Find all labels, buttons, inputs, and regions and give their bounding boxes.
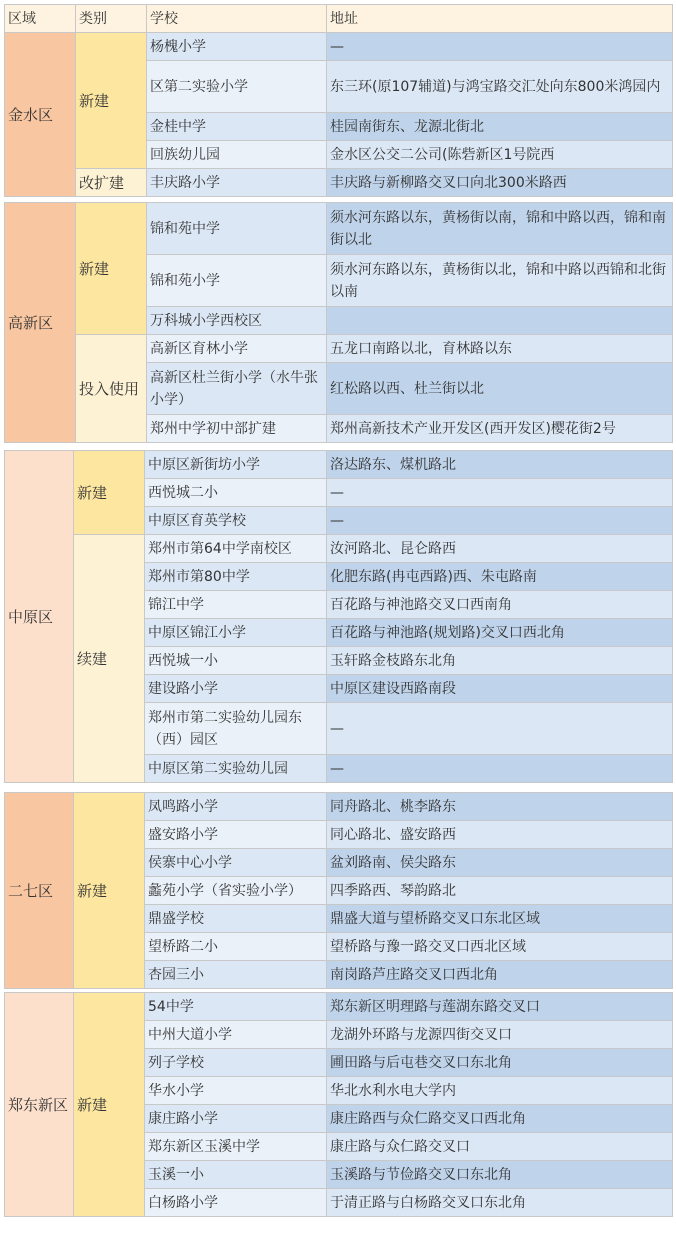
school-cell: 列子学校 [145, 1049, 327, 1077]
address-cell: — [327, 507, 673, 535]
table-jinshui [4, 4, 673, 197]
school-cell: 郑州市第64中学南校区 [145, 535, 327, 563]
address-cell: 百花路与神池路交叉口西南角 [327, 591, 673, 619]
address-cell: 丰庆路与新柳路交叉口向北300米路西 [327, 169, 673, 197]
address-cell: — [327, 755, 673, 783]
region-cell: 郑东新区 [5, 993, 74, 1217]
school-cell: 凤鸣路小学 [145, 793, 327, 821]
school-cell: 望桥路二小 [145, 933, 327, 961]
table-gaoxin [4, 202, 673, 443]
address-cell: 须水河东路以东，黄杨街以北，锦和中路以西锦和北街以南 [327, 255, 673, 307]
school-cell: 高新区杜兰街小学（水牛张小学） [147, 363, 327, 415]
school-cell: 锦和苑小学 [147, 255, 327, 307]
school-cell: 中原区第二实验幼儿园 [145, 755, 327, 783]
school-cell: 回族幼儿园 [147, 141, 327, 169]
school-cell: 玉溪一小 [145, 1161, 327, 1189]
school-cell: 中原区新街坊小学 [145, 451, 327, 479]
school-cell: 金桂中学 [147, 113, 327, 141]
table-zhongyuan [4, 450, 673, 783]
school-cell: 西悦城一小 [145, 647, 327, 675]
address-cell: 金水区公交二公司(陈砦新区1号院西 [327, 141, 673, 169]
school-cell: 康庄路小学 [145, 1105, 327, 1133]
address-cell: 桂园南街东、龙源北街北 [327, 113, 673, 141]
category-cell: 投入使用 [76, 335, 147, 443]
table-row [5, 451, 673, 479]
address-cell: 汝河路北、昆仑路西 [327, 535, 673, 563]
header-school: 学校 [147, 5, 327, 33]
address-cell: 玉轩路金枝路东北角 [327, 647, 673, 675]
header-region: 区域 [5, 5, 76, 33]
address-cell: 须水河东路以东，黄杨街以南，锦和中路以西，锦和南街以北 [327, 203, 673, 255]
school-cell: 杨槐小学 [147, 33, 327, 61]
address-cell: 盆刘路南、侯尖路东 [327, 849, 673, 877]
address-cell: 红松路以西、杜兰街以北 [327, 363, 673, 415]
address-cell: 于清正路与白杨路交叉口东北角 [327, 1189, 673, 1217]
category-cell: 续建 [74, 535, 145, 783]
address-cell: 百花路与神池路(规划路)交叉口西北角 [327, 619, 673, 647]
table-row [5, 203, 673, 255]
table-row [5, 793, 673, 821]
school-cell: 郑州中学初中部扩建 [147, 415, 327, 443]
school-cell: 华水小学 [145, 1077, 327, 1105]
school-cell: 锦和苑中学 [147, 203, 327, 255]
address-cell: — [327, 33, 673, 61]
school-cell: 区第二实验小学 [147, 61, 327, 113]
school-cell: 锦江中学 [145, 591, 327, 619]
school-cell: 万科城小学西校区 [147, 307, 327, 335]
header-row [5, 5, 673, 33]
address-cell: 化肥东路(冉屯西路)西、朱屯路南 [327, 563, 673, 591]
address-cell: — [327, 479, 673, 507]
category-cell: 新建 [76, 203, 147, 335]
address-cell: 东三环(原107辅道)与鸿宝路交汇处向东800米鸿园内 [327, 61, 673, 113]
address-cell: 南岗路芦庄路交叉口西北角 [327, 961, 673, 989]
address-cell: — [327, 703, 673, 755]
header-address: 地址 [327, 5, 673, 33]
address-cell: 鼎盛大道与望桥路交叉口东北区域 [327, 905, 673, 933]
category-cell: 新建 [74, 993, 145, 1217]
address-cell: 五龙口南路以北，育林路以东 [327, 335, 673, 363]
table-row [5, 993, 673, 1021]
address-cell: 郑州高新技术产业开发区(西开发区)樱花街2号 [327, 415, 673, 443]
address-cell: 华北水利水电大学内 [327, 1077, 673, 1105]
table-row [5, 169, 673, 197]
address-cell: 康庄路西与众仁路交叉口西北角 [327, 1105, 673, 1133]
category-cell: 新建 [74, 451, 145, 535]
school-cell: 中州大道小学 [145, 1021, 327, 1049]
header-category: 类别 [76, 5, 147, 33]
school-cell: 中原区育英学校 [145, 507, 327, 535]
school-cell: 盛安路小学 [145, 821, 327, 849]
address-cell: 郑东新区明理路与莲湖东路交叉口 [327, 993, 673, 1021]
school-cell: 杏园三小 [145, 961, 327, 989]
category-cell: 新建 [76, 33, 147, 169]
address-cell: 龙湖外环路与龙源四街交叉口 [327, 1021, 673, 1049]
region-cell: 金水区 [5, 33, 76, 197]
region-cell: 高新区 [5, 203, 76, 443]
table-row [5, 33, 673, 61]
school-cell: 西悦城二小 [145, 479, 327, 507]
school-cell: 高新区育林小学 [147, 335, 327, 363]
school-cell: 中原区锦江小学 [145, 619, 327, 647]
category-cell: 新建 [74, 793, 145, 989]
school-cell: 侯寨中心小学 [145, 849, 327, 877]
address-cell: 玉溪路与节俭路交叉口东北角 [327, 1161, 673, 1189]
address-cell [327, 307, 673, 335]
address-cell: 康庄路与众仁路交叉口 [327, 1133, 673, 1161]
school-cell: 丰庆路小学 [147, 169, 327, 197]
address-cell: 同心路北、盛安路西 [327, 821, 673, 849]
table-zhengdong [4, 992, 673, 1217]
table-row [5, 535, 673, 563]
address-cell: 四季路西、琴韵路北 [327, 877, 673, 905]
region-cell: 二七区 [5, 793, 74, 989]
address-cell: 同舟路北、桃李路东 [327, 793, 673, 821]
school-cell: 郑州市第二实验幼儿园东（西）园区 [145, 703, 327, 755]
school-cell: 郑州市第80中学 [145, 563, 327, 591]
address-cell: 洛达路东、煤机路北 [327, 451, 673, 479]
school-cell: 建设路小学 [145, 675, 327, 703]
table-row [5, 335, 673, 363]
region-cell: 中原区 [5, 451, 74, 783]
school-cell: 54中学 [145, 993, 327, 1021]
category-cell: 改扩建 [76, 169, 147, 197]
address-cell: 圃田路与后屯巷交叉口东北角 [327, 1049, 673, 1077]
school-cell: 白杨路小学 [145, 1189, 327, 1217]
school-cell: 鼎盛学校 [145, 905, 327, 933]
address-cell: 中原区建设西路南段 [327, 675, 673, 703]
school-cell: 郑东新区玉溪中学 [145, 1133, 327, 1161]
table-erqi [4, 792, 673, 989]
address-cell: 望桥路与豫一路交叉口西北区域 [327, 933, 673, 961]
school-cell: 蠡苑小学（省实验小学） [145, 877, 327, 905]
